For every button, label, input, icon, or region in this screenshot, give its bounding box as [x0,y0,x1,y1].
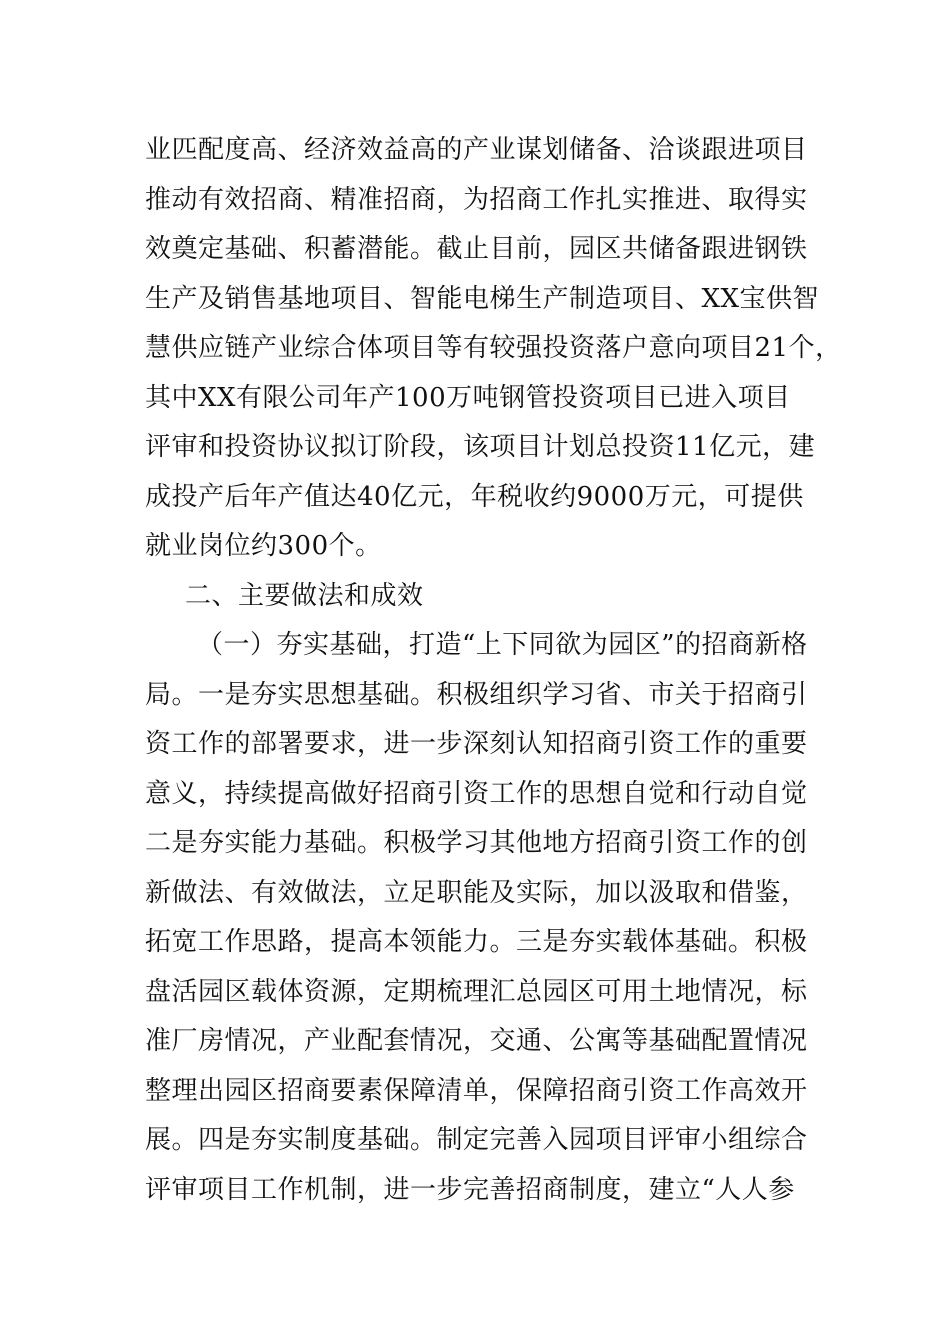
paragraph-line: 就业岗位约300个。 [145,531,382,561]
paragraph-line: 慧供应链产业综合体项目等有较强投资落户意向项目21个， [145,333,842,363]
paragraph-line: 评审项目工作机制，进一步完善招商制度，建立“人人参 [145,1174,795,1205]
paragraph-line: 展。四是夯实制度基础。制定完善入园项目评审小组综合 [145,1125,808,1155]
paragraph-line: 成投产后年产值达40亿元，年税收约9000万元，可提供 [145,481,804,512]
paragraph-line: 盘活园区载体资源，定期梳理汇总园区可用土地情况，标 [145,976,808,1007]
paragraph-line: 资工作的部署要求，进一步深刻认知招商引资工作的重要 [145,729,808,759]
paragraph-line: 效奠定基础、积蓄潜能。截止目前，园区共储备跟进钢铁 [145,234,808,264]
paragraph-line: 推动有效招商、精准招商，为招商工作扎实推进、取得实 [145,184,808,215]
paragraph-line: 其中XX有限公司年产100万吨钢管投资项目已进入项目 [145,382,791,413]
paragraph-line: 准厂房情况，产业配套情况，交通、公寓等基础配置情况 [145,1026,808,1056]
paragraph-line: 新做法、有效做法，立足职能及实际，加以汲取和借鉴， [145,877,808,908]
paragraph-line: 二是夯实能力基础。积极学习其他地方招商引资工作的创 [145,828,808,858]
paragraph-line: 拓宽工作思路，提高本领能力。三是夯实载体基础。积极 [145,927,808,957]
paragraph-line: 评审和投资协议拟订阶段，该项目计划总投资11亿元，建 [145,432,816,462]
paragraph-line: 局。一是夯实思想基础。积极组织学习省、市关于招商引 [145,679,808,710]
document-body [145,126,842,1215]
section-heading: 二、主要做法和成效 [185,580,424,611]
paragraph-line: 整理出园区招商要素保障清单，保障招商引资工作高效开 [145,1075,808,1106]
paragraph-line: 意义，持续提高做好招商引资工作的思想自觉和行动自觉 [145,778,808,809]
paragraph-line: 业匹配度高、经济效益高的产业谋划储备、洽谈跟进项目 [145,135,808,165]
paragraph-line: 生产及销售基地项目、智能电梯生产制造项目、XX宝供智 [145,283,820,314]
subsection-heading-line: （一）夯实基础，打造“上下同欲为园区”的招商新格 [197,630,808,660]
